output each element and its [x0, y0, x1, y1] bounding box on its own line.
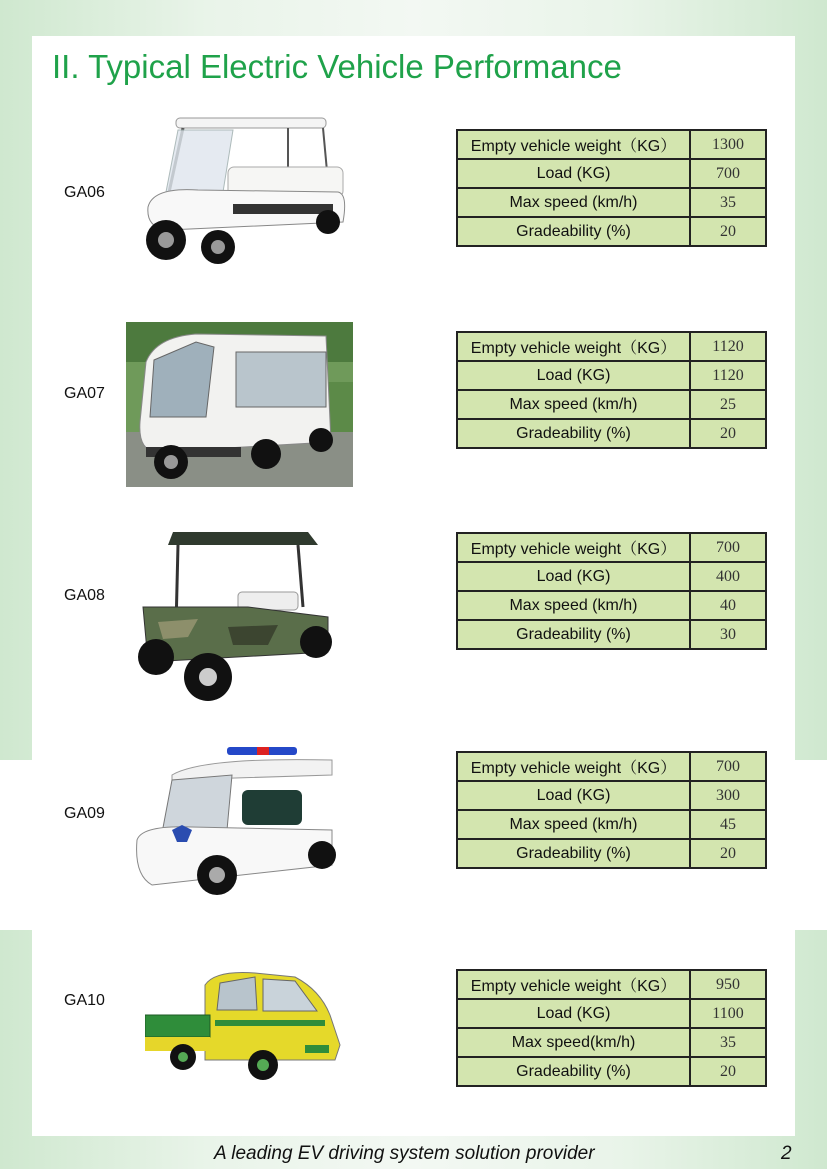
spec-value: 700 [690, 159, 766, 188]
spec-value: 20 [690, 1057, 766, 1086]
table-row [457, 839, 766, 868]
model-label-ga06: GA06 [64, 184, 105, 201]
footer-tagline: A leading EV driving system solution provider [214, 1143, 595, 1164]
spec-label: Load (KG) [457, 562, 690, 591]
page-number: 2 [781, 1143, 792, 1164]
table-row [457, 1028, 766, 1057]
model-label-ga08: GA08 [64, 587, 105, 604]
table-row [457, 591, 766, 620]
model-label-ga10: GA10 [64, 992, 105, 1009]
spec-value: 1120 [690, 332, 766, 361]
spec-label: Load (KG) [457, 159, 690, 188]
spec-table-ga09 [456, 751, 767, 869]
utility-cart-camo-image [128, 527, 338, 707]
spec-value: 1100 [690, 999, 766, 1028]
table-row [457, 419, 766, 448]
spec-label: Empty vehicle weight（KG） [457, 332, 690, 361]
spec-label: Gradeability (%) [457, 419, 690, 448]
model-label-ga09: GA09 [64, 805, 105, 822]
table-row [457, 390, 766, 419]
table-row [457, 781, 766, 810]
spec-label: Empty vehicle weight（KG） [457, 752, 690, 781]
table-row [457, 562, 766, 591]
table-row [457, 188, 766, 217]
electric-pickup-truck-image [145, 965, 343, 1085]
spec-value: 20 [690, 419, 766, 448]
golf-cart-8-seat-image [138, 112, 353, 267]
spec-label: Gradeability (%) [457, 217, 690, 246]
spec-label: Max speed (km/h) [457, 390, 690, 419]
spec-value: 400 [690, 562, 766, 591]
spec-label: Load (KG) [457, 781, 690, 810]
spec-label: Empty vehicle weight（KG） [457, 130, 690, 159]
spec-value: 35 [690, 1028, 766, 1057]
spec-table-ga08 [456, 532, 767, 650]
table-row [457, 810, 766, 839]
spec-value: 25 [690, 390, 766, 419]
spec-value: 20 [690, 217, 766, 246]
spec-label: Gradeability (%) [457, 620, 690, 649]
spec-label: Max speed (km/h) [457, 591, 690, 620]
spec-value: 40 [690, 591, 766, 620]
table-row [457, 217, 766, 246]
model-label-ga07: GA07 [64, 385, 105, 402]
table-row [457, 1057, 766, 1086]
spec-label: Load (KG) [457, 999, 690, 1028]
spec-label: Load (KG) [457, 361, 690, 390]
spec-value: 45 [690, 810, 766, 839]
spec-value: 30 [690, 620, 766, 649]
table-row [457, 130, 766, 159]
spec-value: 300 [690, 781, 766, 810]
table-row [457, 361, 766, 390]
spec-label: Gradeability (%) [457, 1057, 690, 1086]
spec-value: 700 [690, 533, 766, 562]
spec-value: 35 [690, 188, 766, 217]
spec-table-ga10 [456, 969, 767, 1087]
spec-value: 700 [690, 752, 766, 781]
table-row [457, 970, 766, 999]
table-row [457, 999, 766, 1028]
spec-table-ga07 [456, 331, 767, 449]
spec-label: Empty vehicle weight（KG） [457, 533, 690, 562]
spec-label: Max speed (km/h) [457, 188, 690, 217]
table-row [457, 159, 766, 188]
spec-label: Gradeability (%) [457, 839, 690, 868]
table-row [457, 620, 766, 649]
page-title: II. Typical Electric Vehicle Performance [52, 48, 622, 85]
table-row [457, 752, 766, 781]
spec-value: 1300 [690, 130, 766, 159]
spec-label: Max speed (km/h) [457, 810, 690, 839]
table-row [457, 332, 766, 361]
spec-value: 1120 [690, 361, 766, 390]
table-row [457, 533, 766, 562]
police-patrol-car-image [132, 745, 342, 900]
spec-label: Empty vehicle weight（KG） [457, 970, 690, 999]
spec-value: 20 [690, 839, 766, 868]
spec-value: 950 [690, 970, 766, 999]
spec-label: Max speed(km/h) [457, 1028, 690, 1057]
spec-table-ga06 [456, 129, 767, 247]
shuttle-bus-image [126, 322, 353, 487]
